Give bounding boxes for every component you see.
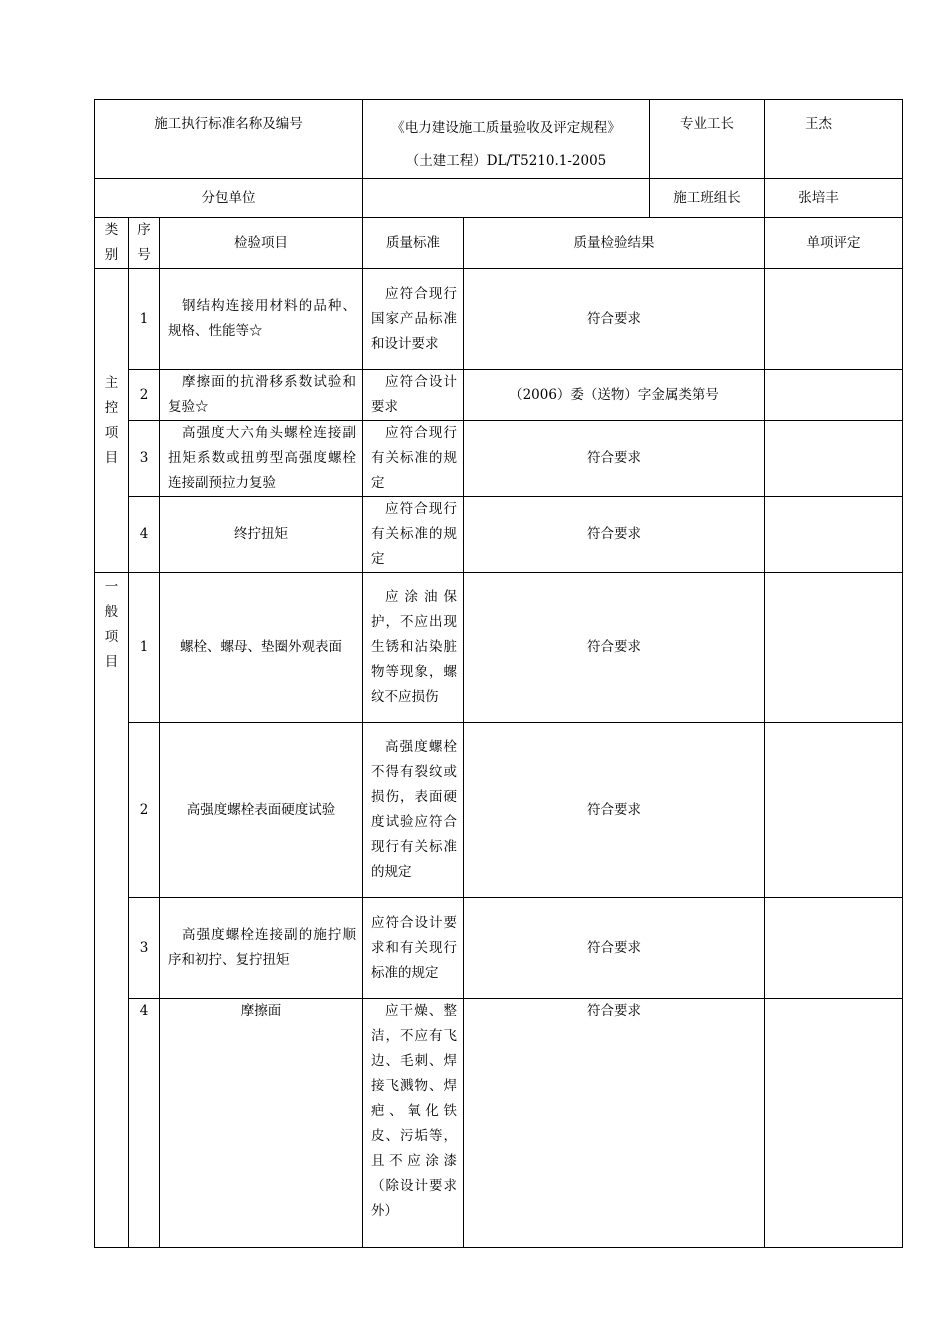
inspection-table — [94, 99, 903, 1248]
col-rating: 单项评定 — [765, 218, 903, 269]
item-cell: 高强度大六角头螺栓连接副扭矩系数或扭剪型高强度螺栓连接副预拉力复验 — [160, 421, 363, 497]
table-row — [95, 497, 903, 573]
seq-cell: 1 — [129, 573, 160, 723]
rating-cell — [765, 573, 903, 723]
standard-label: 施工执行标准名称及编号 — [95, 100, 363, 179]
result-cell: 符合要求 — [464, 898, 765, 999]
seq-cell: 4 — [129, 497, 160, 573]
standard-cell: 高强度螺栓不得有裂纹或损伤，表面硬度试验应符合现行有关标准的规定 — [363, 723, 464, 898]
table-row — [95, 269, 903, 370]
result-cell: 符合要求 — [464, 723, 765, 898]
category-general: 一般项目 — [95, 573, 129, 1248]
subcontract-label: 分包单位 — [95, 179, 363, 218]
seq-cell: 2 — [129, 370, 160, 421]
table-row — [95, 898, 903, 999]
item-cell: 摩擦面 — [160, 999, 363, 1248]
result-cell: （2006）委（送物）字金属类第号 — [464, 370, 765, 421]
table-row — [95, 573, 903, 723]
col-category: 类别 — [95, 218, 129, 269]
team-leader-value: 张培丰 — [765, 179, 903, 218]
seq-cell: 4 — [129, 999, 160, 1248]
table-row — [95, 421, 903, 497]
header-row-subcontract — [95, 179, 903, 218]
result-cell: 符合要求 — [464, 269, 765, 370]
standard-name — [363, 100, 650, 179]
standard-cell: 应符合现行有关标准的规定 — [363, 421, 464, 497]
standard-cell: 应涂油保护，不应出现生锈和沾染脏物等现象，螺纹不应损伤 — [363, 573, 464, 723]
seq-cell: 1 — [129, 269, 160, 370]
header-row-standard — [95, 100, 903, 179]
seq-cell: 3 — [129, 421, 160, 497]
rating-cell — [765, 269, 903, 370]
col-standard: 质量标准 — [363, 218, 464, 269]
item-cell: 终拧扭矩 — [160, 497, 363, 573]
rating-cell — [765, 999, 903, 1248]
rating-cell — [765, 898, 903, 999]
result-cell: 符合要求 — [464, 999, 765, 1248]
inspection-record-sheet — [94, 99, 902, 1248]
standard-cell: 应符合现行有关标准的规定 — [363, 497, 464, 573]
item-cell: 摩擦面的抗滑移系数试验和复验☆ — [160, 370, 363, 421]
subcontract-value — [363, 179, 650, 218]
standard-name-line2: （土建工程）DL/T5210.1-2005 — [405, 153, 607, 169]
category-main: 主控项目 — [95, 269, 129, 573]
column-header-row — [95, 218, 903, 269]
rating-cell — [765, 421, 903, 497]
table-row — [95, 999, 903, 1248]
standard-cell: 应符合现行国家产品标准和设计要求 — [363, 269, 464, 370]
result-cell: 符合要求 — [464, 497, 765, 573]
item-cell: 螺栓、螺母、垫圈外观表面 — [160, 573, 363, 723]
rating-cell — [765, 723, 903, 898]
foreman-label: 专业工长 — [650, 100, 765, 179]
item-cell: 钢结构连接用材料的品种、规格、性能等☆ — [160, 269, 363, 370]
item-cell: 高强度螺栓表面硬度试验 — [160, 723, 363, 898]
seq-cell: 3 — [129, 898, 160, 999]
foreman-value: 王杰 — [765, 100, 903, 179]
col-result: 质量检验结果 — [464, 218, 765, 269]
seq-cell: 2 — [129, 723, 160, 898]
standard-cell: 应符合设计要求和有关现行标准的规定 — [363, 898, 464, 999]
result-cell: 符合要求 — [464, 573, 765, 723]
standard-name-line1: 《电力建设施工质量验收及评定规程》 — [391, 120, 621, 136]
team-leader-label: 施工班组长 — [650, 179, 765, 218]
rating-cell — [765, 370, 903, 421]
rating-cell — [765, 497, 903, 573]
table-row — [95, 370, 903, 421]
col-item: 检验项目 — [160, 218, 363, 269]
item-cell: 高强度螺栓连接副的施拧顺序和初拧、复拧扭矩 — [160, 898, 363, 999]
col-seq: 序号 — [129, 218, 160, 269]
standard-cell: 应干燥、整洁，不应有飞边、毛刺、焊接飞溅物、焊疤、氧化铁皮、污垢等，且不应涂漆（除设计要求外） — [363, 999, 464, 1248]
result-cell: 符合要求 — [464, 421, 765, 497]
standard-cell: 应符合设计要求 — [363, 370, 464, 421]
table-row — [95, 723, 903, 898]
